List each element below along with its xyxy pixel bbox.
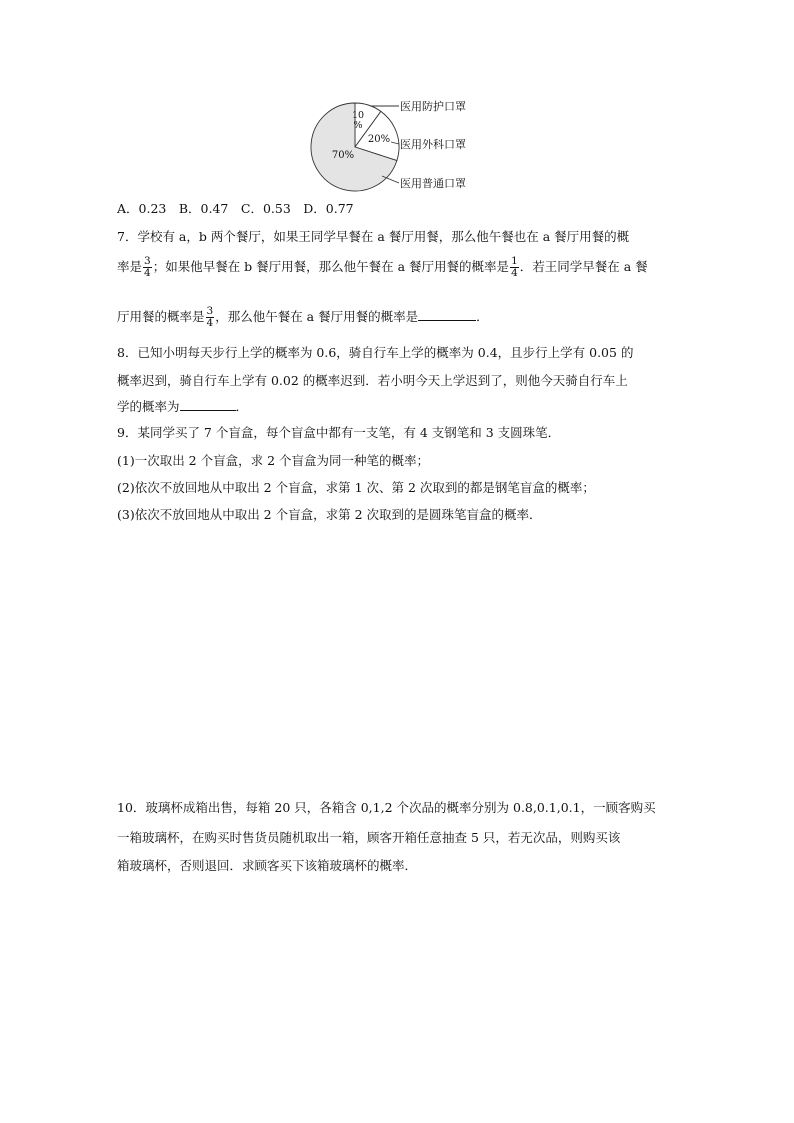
q7-text-2c: ．若王同学早餐在 a 餐 (519, 259, 648, 274)
q7-fraction-3-numerator: 3 (206, 305, 214, 317)
q7-text-2a: 率是 (117, 259, 143, 274)
q7-fraction-1 (143, 256, 152, 279)
q7-fraction-2 (510, 256, 519, 279)
q10-line-3: 箱玻璃杯，否则退回．求顾客买下该箱玻璃杯的概率． (117, 858, 418, 873)
q9-part-2: (2)依次不放回地从中取出 2 个盲盒，求第 1 次、第 2 次取到的都是钢笔盲盒的概率； (117, 480, 595, 495)
pie-value-label-1-part-2: % (353, 120, 363, 131)
pie-value-label-2: 20% (367, 134, 391, 145)
q8-text-3a: 学的概率为 (117, 399, 180, 414)
mask-type-pie-chart (300, 92, 500, 202)
pie-category-label-3: 医用普通口罩 (400, 177, 466, 190)
q7-text-3a: 厅用餐的概率是 (117, 309, 205, 324)
q8-answer-blank[interactable] (180, 398, 236, 411)
pie-value-label-1-part-1: 10 (351, 110, 365, 121)
pie-value-label-3: 70% (331, 150, 355, 161)
q7-text-3c: ． (476, 309, 489, 324)
q8-line-1: 8．已知小明每天步行上学的概率为 0.6，骑自行车上学的概率为 0.4，且步行上学有 0.05 的 (117, 345, 634, 360)
q7-text-2b: ；如果他早餐在 b 餐厅用餐，那么他午餐在 a 餐厅用餐的概率是 (152, 259, 510, 274)
q10-line-2: 一箱玻璃杯，在购买时售货员随机取出一箱，顾客开箱任意抽查 5 只，若无次品，则购买该 (117, 830, 621, 845)
q6-options: A．0.23 B．0.47 C．0.53 D．0.77 (117, 201, 354, 216)
q9-part-3: (3)依次不放回地从中取出 2 个盲盒，求第 2 次取到的是圆珠笔盲盒的概率． (117, 507, 542, 522)
q8-line-3 (117, 398, 248, 416)
pie-category-label-2: 医用外科口罩 (400, 138, 466, 151)
q7-fraction-1-denominator: 4 (144, 267, 151, 279)
pie-category-label-1: 医用防护口罩 (400, 100, 466, 113)
q10-line-1: 10．玻璃杯成箱出售，每箱 20 只，各箱含 0,1,2 个次品的概率分别为 0.8,0.1,0.1，一顾客购买 (117, 800, 656, 815)
q7-fraction-2-denominator: 4 (511, 267, 518, 279)
pie-chart-svg (300, 92, 500, 202)
q8-text-3b: ． (235, 399, 249, 414)
q7-text-3b: ，那么他午餐在 a 餐厅用餐的概率是 (215, 309, 419, 324)
q7-line-1: 7．学校有 a，b 两个餐厅，如果王同学早餐在 a 餐厅用餐，那么他午餐也在 a 餐厅用餐的概 (117, 229, 630, 244)
q7-answer-blank[interactable] (418, 308, 476, 321)
q7-fraction-2-numerator: 1 (511, 255, 518, 267)
q7-fraction-3 (206, 306, 215, 329)
q7-line-3 (117, 306, 489, 329)
q9-part-1: (1)一次取出 2 个盲盒，求 2 个盲盒为同一种笔的概率； (117, 453, 430, 468)
q7-fraction-3-denominator: 4 (206, 317, 214, 329)
q7-fraction-1-numerator: 3 (144, 255, 151, 267)
q9-line-1: 9．某同学买了 7 个盲盒，每个盲盒中都有一支笔，有 4 支钢笔和 3 支圆珠笔． (117, 425, 561, 440)
q7-line-2 (117, 256, 648, 279)
q8-line-2: 概率迟到，骑自行车上学有 0.02 的概率迟到．若小明今天上学迟到了，则他今天骑自行车上 (117, 373, 628, 388)
